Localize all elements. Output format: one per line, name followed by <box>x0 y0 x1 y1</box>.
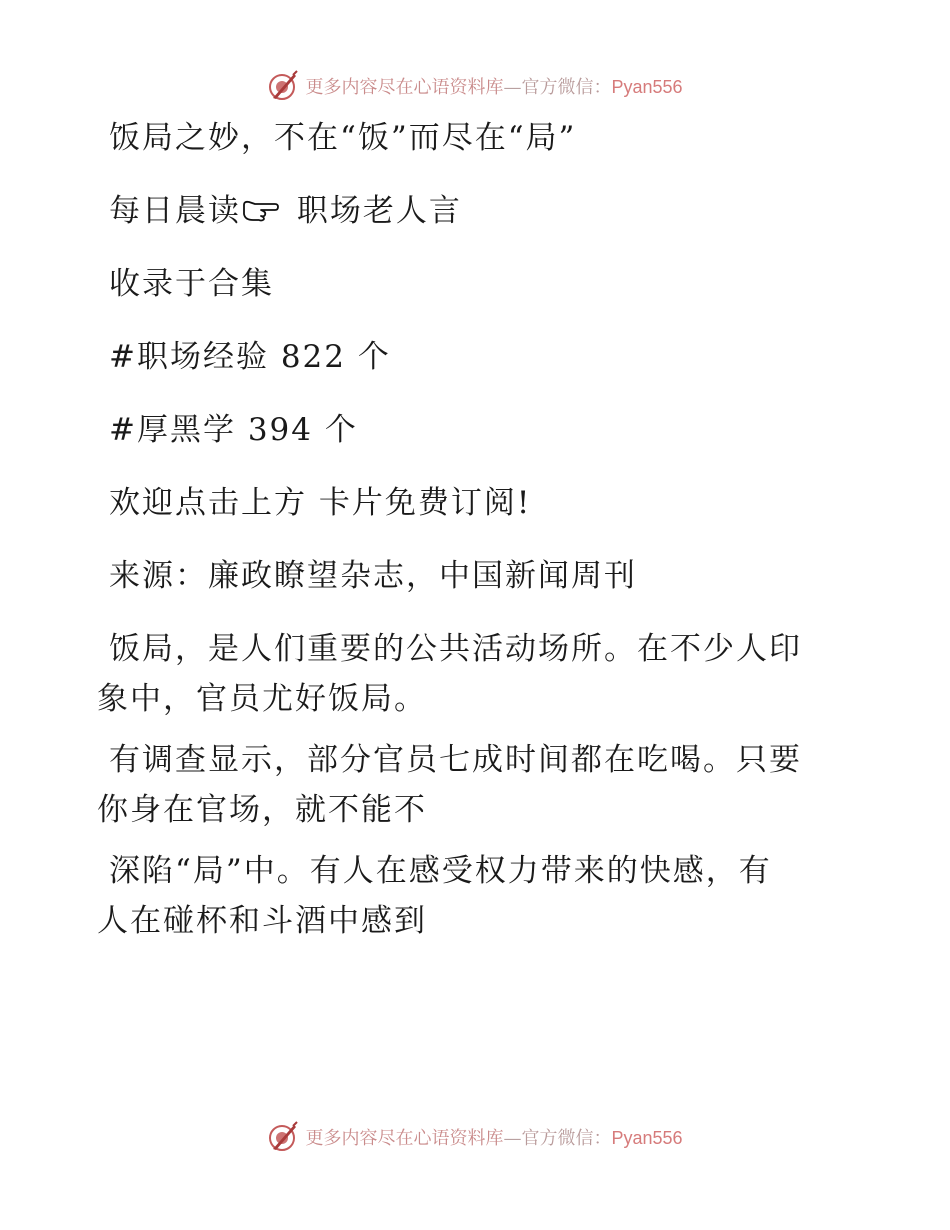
paragraph-2-line-2: 你身在官场，就不能不 <box>97 792 427 828</box>
quill-pen-seal-icon <box>267 1121 299 1153</box>
tag-workplace: #职场经验 822 个 <box>109 339 391 375</box>
watermark-main: 更多内容尽在心语资料库 <box>305 77 504 98</box>
watermark-main: 更多内容尽在心语资料库 <box>305 1128 504 1149</box>
series-line <box>97 193 837 230</box>
watermark-wechat-id: Pyan556 <box>611 1128 683 1148</box>
paragraph-3 <box>97 853 837 940</box>
article-body <box>97 120 837 964</box>
footer-watermark <box>0 1121 950 1153</box>
paragraph-3-line-2: 人在碰杯和斗酒中感到 <box>97 903 427 939</box>
source-line: 来源：廉政瞭望杂志，中国新闻周刊 <box>109 558 637 594</box>
paragraph-1-line-2: 象中，官员尤好饭局。 <box>97 681 427 717</box>
watermark-wechat-label: 官方微信： <box>521 1128 612 1149</box>
article-title: 饭局之妙，不在“饭”而尽在“局” <box>109 120 577 156</box>
watermark-dash: — <box>503 1128 522 1149</box>
paragraph-1-line-1: 饭局，是人们重要的公共活动场所。在不少人印 <box>109 631 802 667</box>
paragraph-3-line-1: 深陷“局”中。有人在感受权力带来的快感，有 <box>109 853 772 889</box>
quill-pen-seal-icon <box>267 70 299 102</box>
pointing-hand-icon <box>241 199 279 223</box>
watermark-text <box>305 1124 682 1150</box>
series-subtitle: 职场老人言 <box>285 193 462 229</box>
header-watermark <box>0 70 950 102</box>
collection-label: 收录于合集 <box>109 266 274 302</box>
watermark-dash: — <box>503 77 522 98</box>
paragraph-1 <box>97 631 837 718</box>
series-name: 每日晨读 <box>109 193 241 229</box>
tag-thick-black: #厚黑学 394 个 <box>109 412 358 448</box>
watermark-wechat-label: 官方微信： <box>521 77 612 98</box>
paragraph-2-line-1: 有调查显示，部分官员七成时间都在吃喝。只要 <box>109 742 802 778</box>
watermark-wechat-id: Pyan556 <box>611 77 683 97</box>
paragraph-2 <box>97 742 837 829</box>
subscribe-prompt: 欢迎点击上方 卡片免费订阅! <box>109 485 532 521</box>
watermark-text <box>305 73 682 99</box>
